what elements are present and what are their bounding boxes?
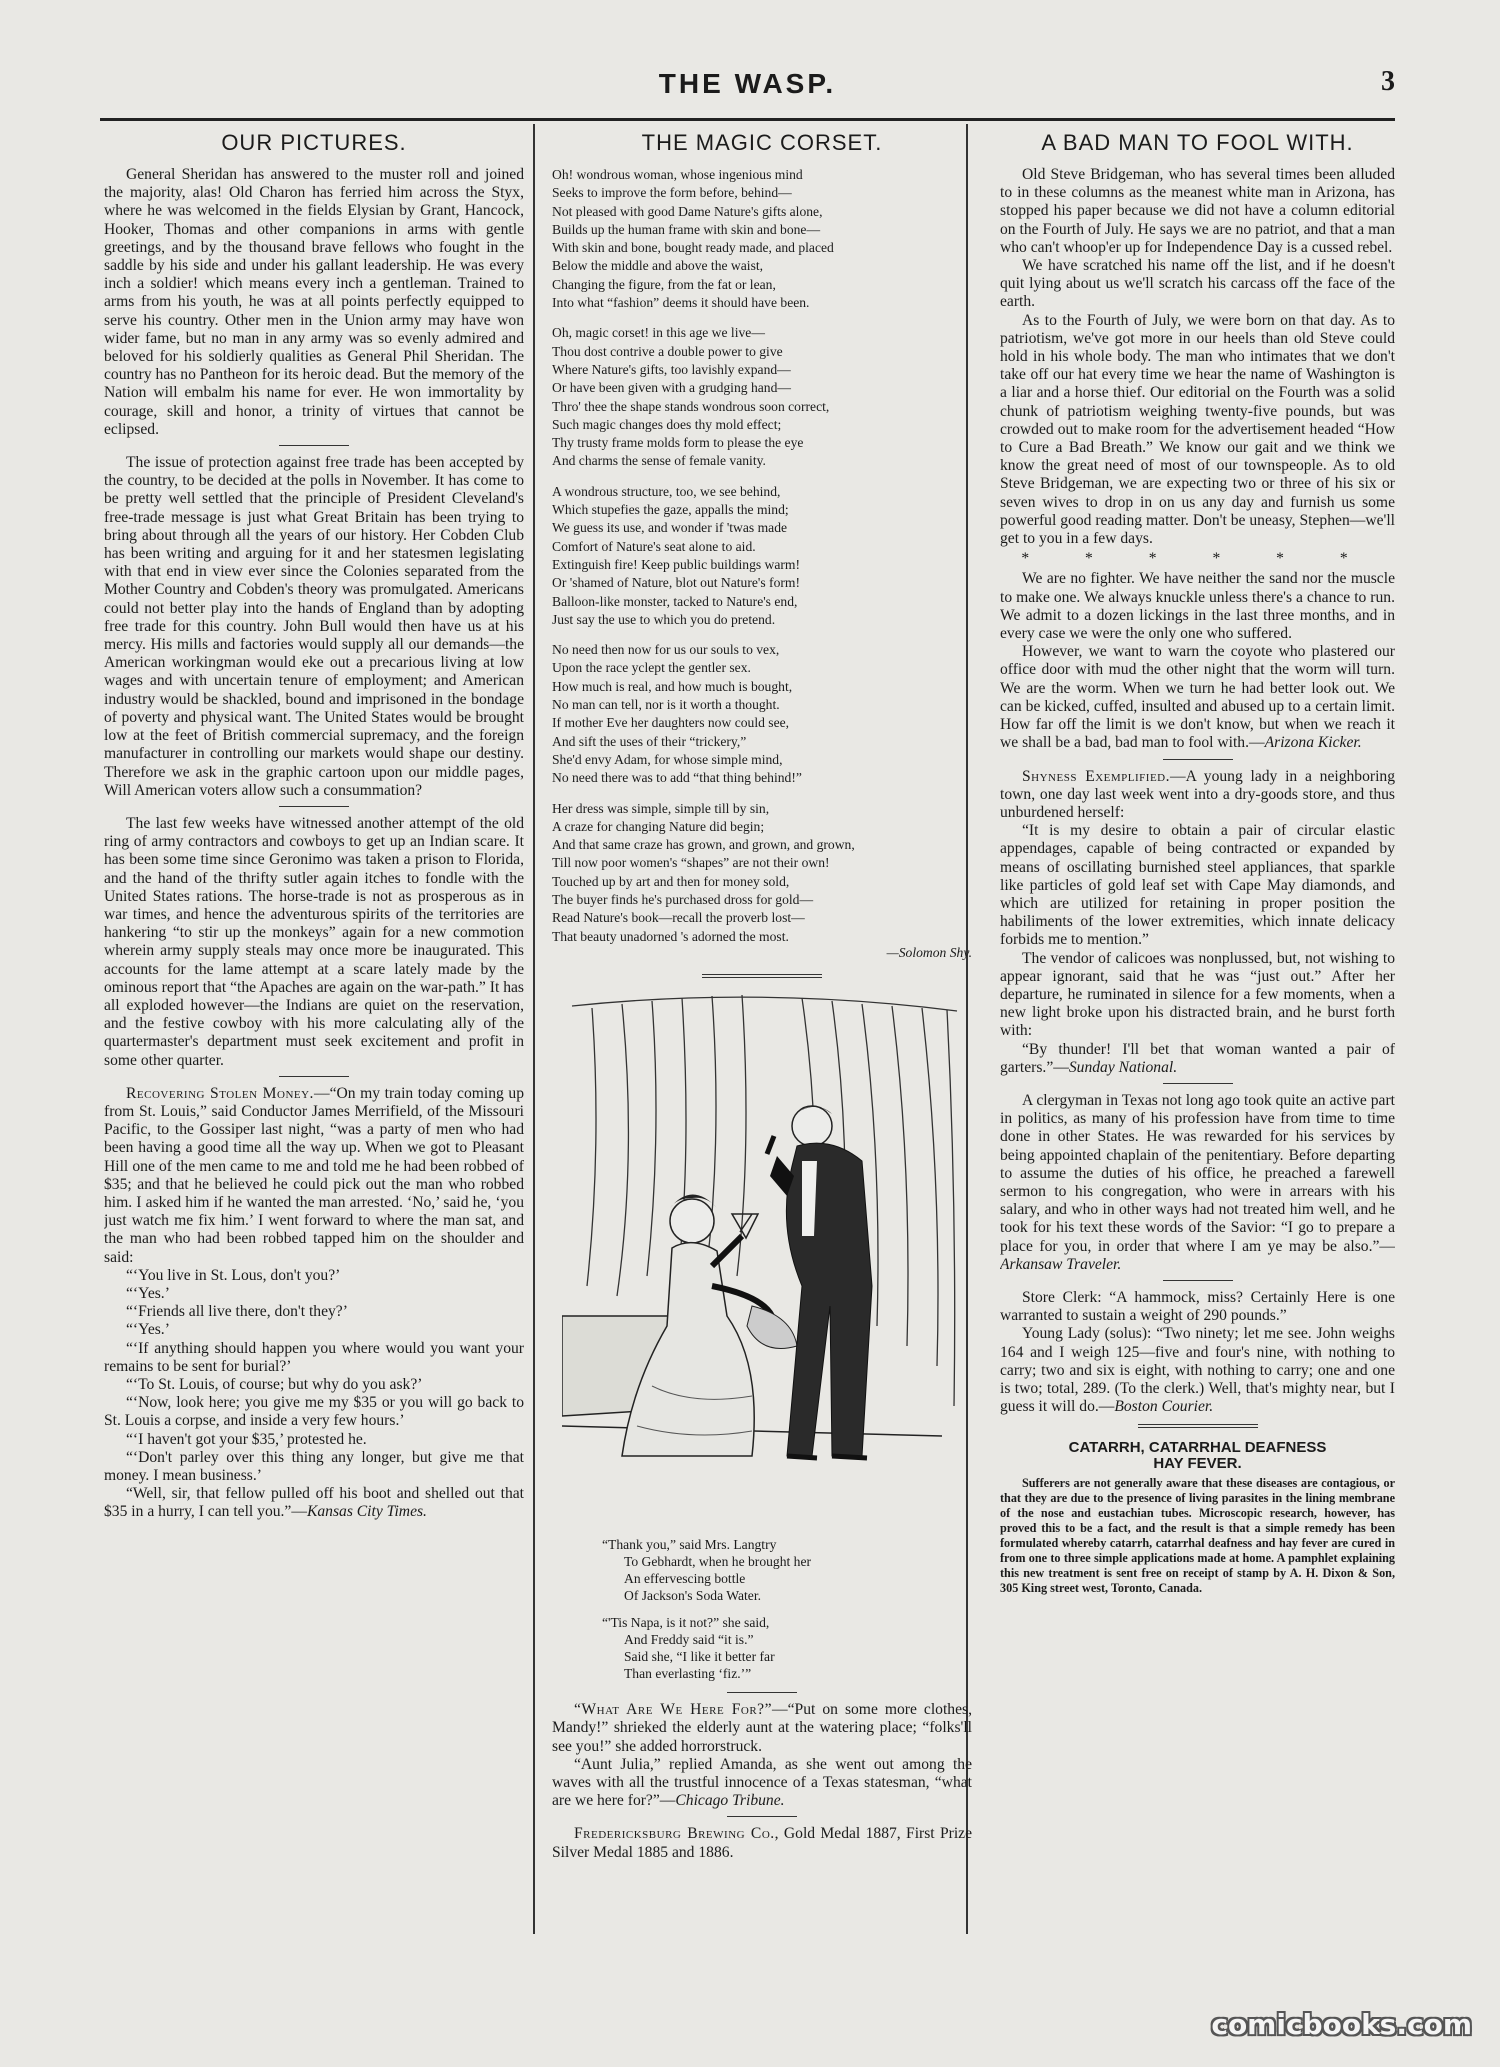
column-our-pictures	[104, 126, 524, 1926]
poem-stanza	[552, 800, 972, 963]
dialogue-text: “Well, sir, that fellow pulled off his boot and shelled out that $35 in a hurry, I can tell you.”—	[104, 1485, 524, 1521]
item-text: “Aunt Julia,” replied Amanda, as she went out among the waves with all the trustful innocence of a Texas statesman, “what are we here for?”—	[552, 1755, 972, 1810]
advertisement-heading-line: HAY FEVER.	[1153, 1455, 1242, 1473]
caption-line: “'Tis Napa, is it not?” she said,	[602, 1615, 770, 1631]
separator	[1163, 1083, 1233, 1084]
section-heading: OUR PICTURES.	[221, 130, 407, 155]
separator	[279, 806, 349, 807]
item-heading: Shyness Exemplified.	[1022, 767, 1171, 785]
poem-line: Just say the use to which you do pretend.	[552, 611, 776, 627]
article-paragraph	[1000, 768, 1395, 823]
advertisement-text: , Gold Medal 1887, First Prize Silver Medal 1885 and 1886.	[552, 1825, 972, 1861]
article-paragraph: The issue of protection against free trade has been accepted by the country, to be decided at the polls in November. It has come to be pretty well settled that the principle of President Cleveland's free-trade message is just what Great Britain has been trying to bring about through all the years of our history. Her Cobden Club has been writing and arguing for it and her statesmen legislating with that end in view ever since the Colonies separated from the Mother Country and Cobden's theory was promulgated. Americans could not better play into the hands of England than by adopting free trade for this country. John Bull would then have us at his mercy. His mills and factories would supply all our demands—the American workingman would eke out a precarious living at low wages and with uncertain tenure of employment; and American industry would be shackled, bound and imprisoned in the bondage of poverty and physical want. The United States would be brought low at the feet of British commercial supremacy, and the foreign manufacturer in controlling our markets would shape our destiny. Therefore we ask in the graphic cartoon upon our middle pages, Will American voters allow such a consummation?	[104, 454, 524, 799]
star-divider: * * * * * *	[1021, 550, 1374, 568]
poem-stanza	[552, 483, 972, 629]
article-paragraph	[1000, 1092, 1395, 1274]
poem-line: Her dress was simple, simple till by sin,	[552, 800, 770, 816]
item-text: However, we want to warn the coyote who plastered our office door with mud the other night that the worm will turn. We are the worm. When we turn he had better look out. We can be kicked, cuffed, insulted and abused up to a certain limit. How far off the limit is we don't know, but when we reach it we shall be a bad, bad man to fool with.—	[1000, 643, 1395, 752]
poem-stanza	[552, 324, 972, 470]
source-credit: Chicago Tribune.	[675, 1792, 785, 1810]
separator	[702, 974, 822, 978]
poem-line: Thro' thee the shape stands wondrous soon correct,	[552, 398, 830, 414]
newspaper-title: THE WASP.	[658, 68, 837, 99]
separator	[1163, 1280, 1233, 1281]
poem-line: The buyer finds he's purchased dross for gold—	[552, 891, 814, 907]
poem-line: Builds up the human frame with skin and bone—	[552, 221, 821, 237]
caption-line: An effervescing bottle	[624, 1571, 746, 1587]
poem-line: No man can tell, nor is it worth a thought.	[552, 697, 780, 713]
poem-line: Not pleased with good Dame Nature's gifts alone,	[552, 203, 823, 219]
dialogue-line	[104, 1485, 524, 1521]
poem-line: Balloon-like monster, tacked to Nature's end,	[552, 593, 798, 609]
article-paragraph: As to the Fourth of July, we were born on that day. As to patriotism, we've got more in our heels than old Steve could hold in his whole body. The man who intimates that we don't take off our hat every time we hear the name of Washington is a liar and a horse thief. Our editorial on the Fourth was a solid chunk of patriotism weighing twenty-five pounds, but was crowded out to make room for the advertisement headed “How to Cure a Bad Breath.” We know our gait and we think we know the great need of most of our townspeople. As to old Steve Bridgeman, we are expecting two or three of his six or seven wives to drop in on us any day and furnish us some powerful good reading matter. Don't be uneasy, Stephen—we'll get to you in a few days.	[1000, 311, 1395, 548]
column-bad-man	[1000, 126, 1395, 1926]
advertiser-name: Fredericksburg Brewing Co.	[574, 1825, 775, 1843]
article-paragraph: We are no fighter. We have neither the sand nor the muscle to make one. We always knuckle unless there's a chance to run. We admit to a dozen lickings in the last three months, and in every case we were the only one who suffered.	[1000, 570, 1395, 643]
masthead	[100, 66, 1395, 106]
item-heading: Recovering Stolen Money.	[126, 1084, 314, 1102]
caption-2	[602, 1614, 972, 1682]
source-credit: Arkansaw Traveler.	[1000, 1255, 1122, 1273]
poem-line: Into what “fashion” deems it should have been.	[552, 295, 810, 311]
advertisement-line	[552, 1825, 972, 1861]
item-text: A clergyman in Texas not long ago took quite an active part in politics, as many of his profession have from time to time done in other States. He was rewarded for his services by being appointed chaplain of the penitentiary. Before departing to assume the duties of his office, he preached a farewell sermon to his congregation, who were in arrears with his salary, and who in other ways had not treated him well, and he took for his text these words of the Savior: “I go to prepare a place for you, in order that where I am ye may be also.”—	[1000, 1091, 1395, 1255]
poem-line: Read Nature's book—recall the proverb lost—	[552, 910, 805, 926]
caption-line: Than everlasting ‘fiz.’”	[624, 1666, 752, 1682]
item-text: “By thunder! I'll bet that woman wanted a pair of garters.”—	[1000, 1040, 1395, 1076]
poem-line: A craze for changing Nature did begin;	[552, 818, 765, 834]
dialogue-line: “‘You live in St. Lous, don't you?’	[126, 1266, 341, 1284]
poem-line: A wondrous structure, too, we see behind,	[552, 483, 781, 499]
article-paragraph: We have scratched his name off the list, and if he doesn't quit lying about us we'll scratch his carcass off the face of the earth.	[1000, 257, 1395, 311]
article-paragraph: The vendor of calicoes was nonplussed, but, not wishing to appear ignorant, said that he was “just out.” After her departure, he ruminated in silence for a few moments, when a new light broke upon his distracted brain, and he burst forth with:	[1000, 949, 1395, 1040]
poem-line: Where Nature's gifts, too lavishly expand—	[552, 361, 791, 377]
article-paragraph	[1000, 1041, 1395, 1077]
caption-line: Of Jackson's Soda Water.	[624, 1588, 762, 1604]
dialogue-line: “‘If anything should happen you where would you want your remains to be sent for burial?’	[104, 1339, 524, 1375]
dialogue-line: “‘Don't parley over this thing any longer, but give me that money. I mean business.’	[104, 1448, 524, 1485]
poem-line: Such magic changes does thy mold effect;	[552, 416, 782, 432]
separator	[1163, 759, 1233, 760]
item-text: —A young lady in a neighboring town, one day last week went into a dry-goods store, and thus unburdened herself:	[1000, 767, 1395, 821]
poem	[552, 166, 972, 962]
poem-line: Thou dost contrive a double power to give	[552, 343, 783, 359]
poem-line: And sift the uses of their “trickery,”	[552, 733, 747, 749]
poem-line: That beauty unadorned 's adorned the most.	[552, 928, 789, 944]
dialogue-line: “‘To St. Louis, of course; but why do you ask?’	[126, 1376, 423, 1393]
poem-line: Which stupefies the gaze, appalls the mind;	[552, 502, 789, 518]
source-credit: Sunday National.	[1068, 1058, 1178, 1076]
caption-1	[602, 1536, 972, 1604]
poem-line: Upon the race yclept the gentler sex.	[552, 660, 751, 676]
advertisement-heading	[1000, 1440, 1395, 1472]
poem-line: Or 'shamed of Nature, blot out Nature's form!	[552, 575, 801, 591]
separator	[279, 445, 349, 446]
watermark-logo: comicbooks.com	[1211, 2008, 1472, 2041]
item-heading: “What Are We Here For?”	[574, 1701, 773, 1719]
poem-line: And that same craze has grown, and grown, and grown,	[552, 837, 855, 853]
advertisement-heading-line: CATARRH, CATARRHAL DEAFNESS	[1068, 1439, 1327, 1457]
advertisement-text: Sufferers are not generally aware that these diseases are contagious, or that they are due to the presence of living parasites in the lining membrane of the nose and eustachian tubes. Microscopic research, however, has proved this to be a fact, and the result is that a simple remedy has been formulated whereby catarrh, catarrhal deafness and hay fever are cured in from one to three simple applications made at home. A pamphlet explaining this new treatment is sent free on receipt of stamp by A. H. Dixon & Son, 305 King street west, Toronto, Canada.	[1000, 1476, 1395, 1596]
caption-line: And Freddy said “it is.”	[624, 1632, 754, 1648]
poem-line: Seeks to improve the form before, behind—	[552, 185, 792, 201]
separator	[727, 1692, 797, 1693]
dialogue-line: “‘Yes.’	[126, 1284, 170, 1302]
separator	[727, 1816, 797, 1817]
poem-line: Oh, magic corset! in this age we live—	[552, 325, 765, 341]
item-text: —“On my train today coming up from St. Louis,” said Conductor James Merrifield, of the Missouri Pacific, to the Gossiper last night, “was a party of men who had been having a good time all the way up. When we got to Pleasant Hill one of the men came to me and told me he had been robbed of $35; and that he believed he could pick out the man who robbed him. I asked him if he wanted the man arrested. ‘No,’ said he, ‘you just watch me fix him.’ I went forward to where the man sat, and the man who had been robbed tapped him on the shoulder and said:	[104, 1084, 524, 1266]
separator	[1138, 1424, 1258, 1428]
poem-line: Comfort of Nature's seat alone to aid.	[552, 538, 756, 554]
source-credit: Arizona Kicker.	[1264, 734, 1362, 752]
poem-line: She'd envy Adam, for whose simple mind,	[552, 751, 783, 767]
dialogue-line: “‘Friends all live there, don't they?’	[126, 1303, 348, 1321]
item-text: Young Lady (solus): “Two ninety; let me see. John weighs 164 and I weigh 125—five and four's nine, with nothing to carry; two and six is eight, with nothing to carry; one and one is two; total, 289. (To the clerk.) Well, that's mighty near, but I guess it will do.—	[1000, 1325, 1395, 1416]
article-paragraph	[1000, 1325, 1395, 1416]
article-paragraph	[552, 1756, 972, 1811]
poem-line: Below the middle and above the waist,	[552, 258, 764, 274]
poem-line: With skin and bone, bought ready made, and placed	[552, 240, 834, 256]
poem-line: Thy trusty frame molds form to please the eye	[552, 435, 804, 451]
poem-line: Oh! wondrous woman, whose ingenious mind	[552, 167, 803, 182]
article-paragraph: Old Steve Bridgeman, who has several times been alluded to in these columns as the meanest white man in Arizona, has stopped his paper because we did not have a column editorial on the Fourth of July. He says we are no patriot, and that a man who can't whoop'er up for Independence Day is a cussed rebel.	[1000, 166, 1395, 256]
article-paragraph: “It is my desire to obtain a pair of circular elastic appendages, capable of being contracted or expanded by means of oscillating burnished steel appliances, that sparkle like particles of gold leaf set with Cape May diamonds, and which are utilized for retaining in proper position the habiliments of the lower extremities, which innate delicacy forbids me to mention.”	[1000, 822, 1395, 949]
separator	[279, 1076, 349, 1077]
poem-line: No need then now for us our souls to vex,	[552, 642, 780, 658]
article-paragraph	[552, 1701, 972, 1756]
dialogue-line: “‘Now, look here; you give me my $35 or you will go back to St. Louis a corpse, and inside a very few hours.’	[104, 1394, 524, 1430]
section-heading: A BAD MAN TO FOOL WITH.	[1041, 130, 1354, 155]
poem-signature: —Solomon Shy.	[886, 944, 972, 960]
column-divider	[533, 124, 535, 1934]
poem-line: How much is real, and how much is bought,	[552, 678, 793, 694]
caption-line: To Gebhardt, when he brought her	[624, 1554, 812, 1570]
poem-stanza	[552, 641, 972, 787]
poem-line: Or have been given with a grudging hand—	[552, 380, 791, 396]
article-paragraph	[1000, 643, 1395, 752]
page-number: 3	[1381, 66, 1395, 97]
section-heading: THE MAGIC CORSET.	[641, 130, 883, 155]
poem-line: Till now poor women's “shapes” are not their own!	[552, 855, 830, 871]
caption-line: “Thank you,” said Mrs. Langtry	[602, 1537, 777, 1553]
poem-line: Changing the figure, from the fat or lean,	[552, 276, 776, 292]
column-magic-corset	[552, 126, 972, 1926]
caption-line: Said she, “I like it better far	[624, 1649, 775, 1665]
dialogue-line: “‘I haven't got your $35,’ protested he.	[126, 1430, 367, 1448]
poem-stanza	[552, 166, 972, 312]
dialogue-line: “‘Yes.’	[126, 1321, 170, 1339]
source-credit: Kansas City Times.	[306, 1503, 427, 1521]
article-paragraph: General Sheridan has answered to the muster roll and joined the majority, alas! Old Charon has ferried him across the Styx, where he was welcomed in the fields Elysian by Grant, Hancock, Hooker, Thomas and other companions in arms with gentle greetings, and by the thousand brave fellows who fought in the saddle by his side and under his gallant leadership. He was every inch a soldier! which means every inch a gentleman. Trained to arms from his youth, he was at all points perfectly equipped to serve his country. Other men in the Union army may have won wider fame, but no man in any army was so evenly admired and beloved for his soldierly qualities as General Phil Sheridan. The country has no Pantheon for its heroic dead. But the memory of the Nation will embalm his name for ever. He won immortality by courage, skill and honor, a trinity of virtues that cannot be eclipsed.	[104, 166, 524, 438]
poem-line: Touched up by art and then for money sold,	[552, 873, 790, 889]
poem-line: We guess its use, and wonder if 'twas made	[552, 520, 788, 536]
article-paragraph	[104, 1085, 524, 1267]
article-paragraph: Store Clerk: “A hammock, miss? Certainly Here is one warranted to sustain a weight of 290 pounds.”	[1000, 1288, 1395, 1325]
item-text: —“Put on some more clothes, Mandy!” shrieked the elderly aunt at the watering place; “folks'll see you!” she added horrorstruck.	[552, 1701, 972, 1755]
article-paragraph: The last few weeks have witnessed another attempt of the old ring of army contractors and cowboys to get up an Indian scare. It has been some time since Geronimo was taken a prison to Florida, and the hand of the thrifty sutler again itches to fondle with the United States rations. The horse-trade is not as prosperous as in war times, and hence the adventurous spirits of the territories are hankering “to stir up the monkeys” again for a new commotion wherein army supply steals may once more be inaugurated. This accounts for the lame attempt at a scare lately made by the ominous report that “the Apaches are again on the war-path.” It has all exploded however—the Indians are quiet on the reservation, and the festive cowboy with his more calculating ally of the quartermaster's department must seek excitement and profit in some other quarter.	[104, 814, 524, 1069]
poem-line: Extinguish fire! Keep public buildings warm!	[552, 556, 801, 572]
poem-line: No need there was to add “that thing behind!”	[552, 770, 802, 786]
header-rule	[100, 118, 1395, 121]
source-credit: Boston Courier.	[1114, 1398, 1214, 1416]
poem-line: And charms the sense of female vanity.	[552, 453, 766, 469]
poem-line: If mother Eve her daughters now could see,	[552, 715, 790, 731]
illustration-woman-and-waiter	[562, 986, 962, 1526]
